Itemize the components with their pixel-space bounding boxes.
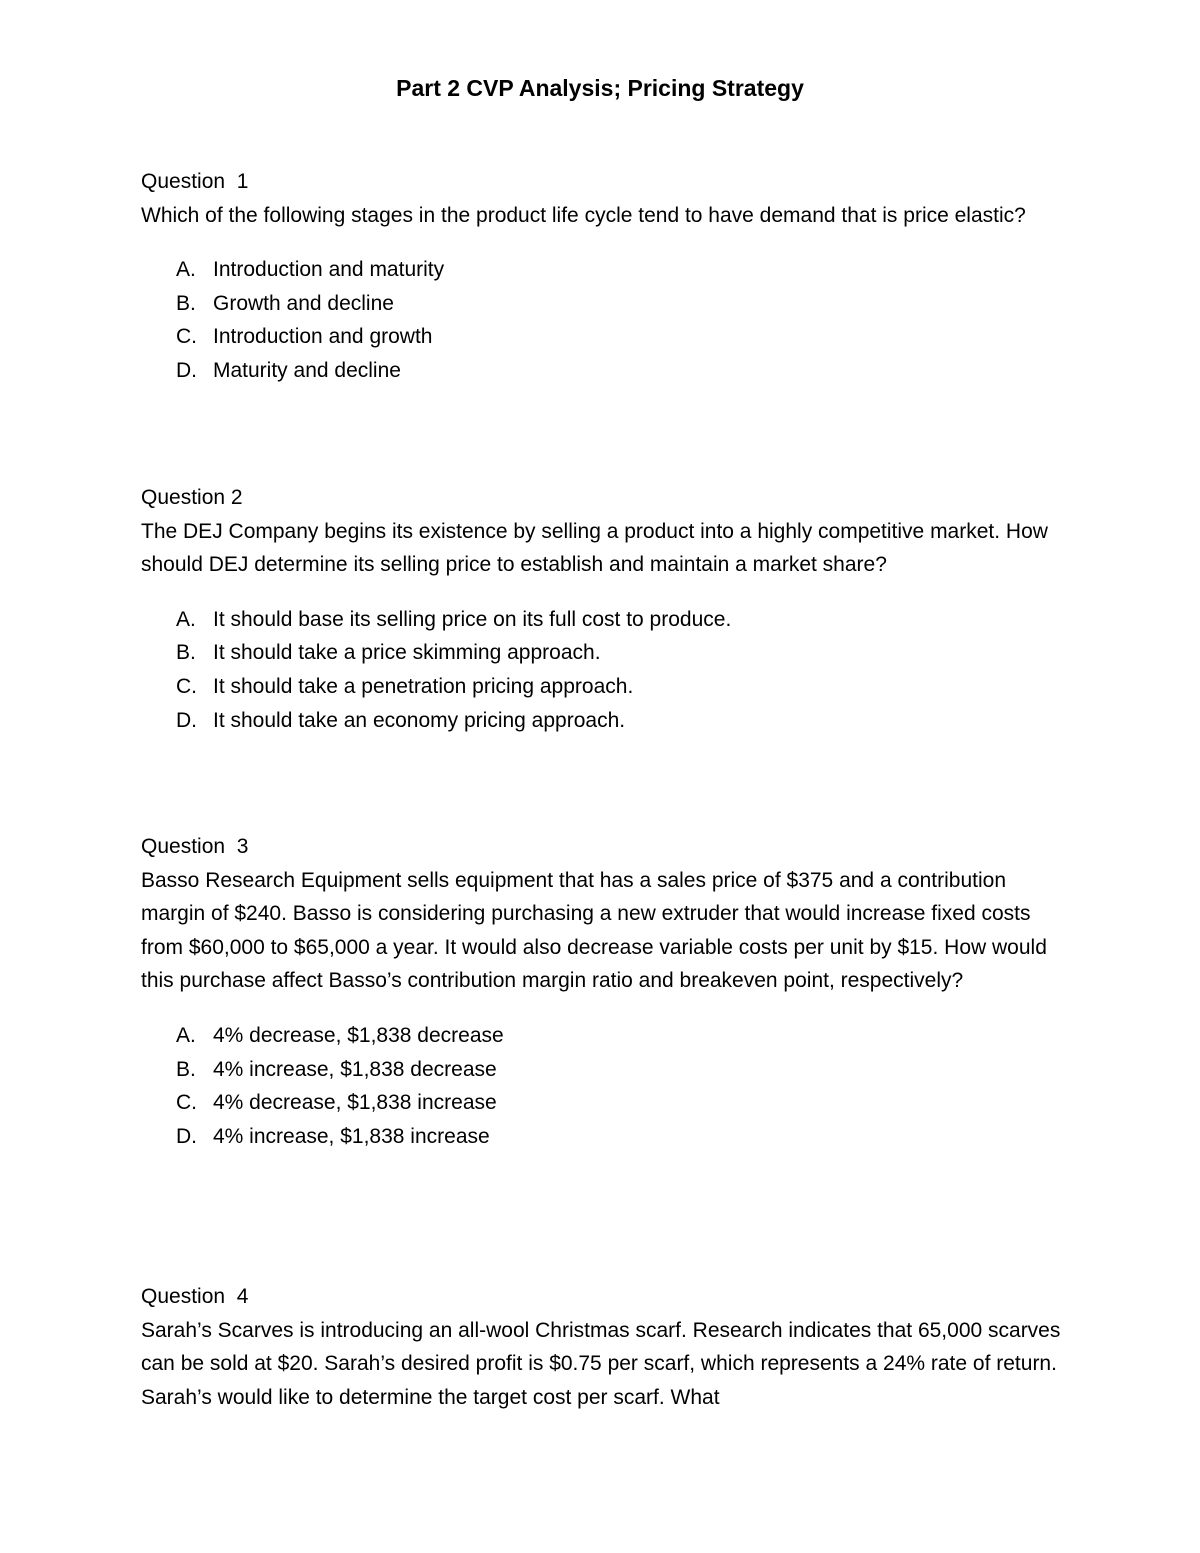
question-2 bbox=[141, 481, 1071, 737]
answer-option bbox=[141, 253, 1071, 287]
question-label: Question 3 bbox=[141, 835, 249, 858]
question-text: Sarah’s Scarves is introducing an all-wool Christmas scarf. Research indicates that 65,000 scarves can be sold at $20. Sarah’s desired profit is $0.75 per scarf, which represents a 24% rate of return. Sarah’s would like to determine the target cost per scarf. What bbox=[141, 1318, 1061, 1409]
option-text: Growth and decline bbox=[213, 291, 394, 315]
option-text: Introduction and growth bbox=[213, 325, 433, 349]
question-label: Question 4 bbox=[141, 1285, 249, 1308]
option-text: Introduction and maturity bbox=[213, 258, 445, 282]
option-letter: A. bbox=[176, 258, 196, 282]
option-text: Maturity and decline bbox=[213, 358, 401, 382]
option-text: It should take a penetration pricing approach. bbox=[213, 674, 634, 698]
option-letter: A. bbox=[176, 607, 196, 631]
option-letter: C. bbox=[176, 325, 197, 349]
question-label: Question 2 bbox=[141, 486, 243, 509]
answer-option bbox=[141, 636, 1071, 670]
question-text: The DEJ Company begins its existence by selling a product into a highly competitive market. How should DEJ determine its selling price to establish and maintain a market share? bbox=[141, 519, 1048, 577]
question-text: Basso Research Equipment sells equipment that has a sales price of $375 and a contribution margin of $240. Basso is considering purchasing a new extruder that would increase fixed costs from $60,000 to $65,000 a year. It would also decrease variable costs per unit by $15. How would this purchase affect Basso’s contribution margin ratio and breakeven point, respectively? bbox=[141, 868, 1047, 993]
option-letter: B. bbox=[176, 641, 196, 665]
option-letter: B. bbox=[176, 291, 196, 315]
answer-option bbox=[141, 1053, 1071, 1087]
option-letter: B. bbox=[176, 1057, 196, 1081]
option-letter: D. bbox=[176, 708, 197, 732]
answer-options bbox=[141, 1019, 1071, 1153]
option-text: It should take an economy pricing approach. bbox=[213, 708, 626, 732]
answer-option bbox=[141, 704, 1071, 738]
answer-option bbox=[141, 603, 1071, 637]
question-label: Question 1 bbox=[141, 170, 249, 193]
answer-option bbox=[141, 1019, 1071, 1053]
option-text: It should base its selling price on its full cost to produce. bbox=[213, 607, 732, 631]
question-1 bbox=[141, 165, 1071, 388]
answer-option bbox=[141, 670, 1071, 704]
option-letter: A. bbox=[176, 1023, 196, 1047]
answer-option bbox=[141, 354, 1071, 388]
answer-option bbox=[141, 1086, 1071, 1120]
answer-option bbox=[141, 320, 1071, 354]
answer-options bbox=[141, 603, 1071, 737]
option-letter: D. bbox=[176, 358, 197, 382]
answer-options bbox=[141, 253, 1071, 387]
option-text: 4% increase, $1,838 decrease bbox=[213, 1057, 497, 1081]
option-letter: D. bbox=[176, 1124, 197, 1148]
document-title: Part 2 CVP Analysis; Pricing Strategy bbox=[396, 75, 804, 101]
question-text: Which of the following stages in the product life cycle tend to have demand that is price elastic? bbox=[141, 203, 1026, 227]
option-text: 4% decrease, $1,838 increase bbox=[213, 1091, 497, 1115]
option-text: 4% increase, $1,838 increase bbox=[213, 1124, 490, 1148]
answer-option bbox=[141, 1120, 1071, 1154]
answer-option bbox=[141, 287, 1071, 321]
option-text: It should take a price skimming approach. bbox=[213, 641, 601, 665]
option-letter: C. bbox=[176, 1091, 197, 1115]
question-3 bbox=[141, 830, 1071, 1153]
question-4 bbox=[141, 1280, 1071, 1414]
option-text: 4% decrease, $1,838 decrease bbox=[213, 1023, 504, 1047]
option-letter: C. bbox=[176, 674, 197, 698]
